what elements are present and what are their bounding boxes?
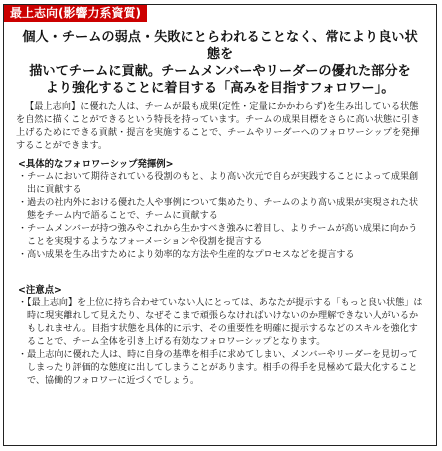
list-item: ・過去の社内外における優れた人や事例について集めたり、チームのより高い成果が実現された状態をチーム内で語ることで、チームに貢献する [18, 198, 418, 221]
intro-paragraph: 【最上志向】に優れた人は、チームが最も成果(定性・定量にかかわらず)を生み出している状態を自然に描くことができるという特長を持っています。チームの成果目標をさらに高い状態に引き上げるためにできる貢献・提言を実施することで、チームやリーダーへのフォロワーシップを発揮することができます。 [16, 102, 420, 151]
strength-card [3, 4, 437, 446]
category-label: 最上志向(影響力系資質) [4, 5, 147, 22]
list-item: ・チームにおいて期待されている役割のもと、より高い次元で自らが実践することによって成果創出に貢献する [18, 172, 419, 195]
examples-heading: <具体的なフォロワーシップ発揮例> [18, 159, 174, 170]
list-item: ・チームメンバーが持つ強みやこれから生かすべき強みに着目し、よりチームが高い成果に向かうことを実現するようなフォーメーションや役割を提言する [18, 224, 418, 247]
list-item: ・高い成果を生み出すためにより効率的な方法や生産的なプロセスなどを提言する [18, 250, 355, 260]
caution-list [18, 297, 424, 388]
headline: 個人・チームの弱点・失敗にとらわれることなく、常により良い状態を 描いてチームに貢献。チームメンバーやリーダーの優れた部分を より強化することに着目する「高みを目指すフォロワー」。 [22, 30, 418, 96]
examples-list [18, 171, 424, 262]
caution-heading: <注意点> [18, 285, 62, 296]
list-item: ・【最上志向】を上位に持ち合わせていない人にとっては、あなたが提示する「もっと良い状態」は時に現実離れして見えたり、なぜそこまで頑張らなければいけないのか理解できない人がいるかもしれません。目指す状態を具体的に示す、その重要性を明確に提示するなどのスキルを強化することで、チーム全体を引き上げる有効なフォロワーシップとなります。 [18, 298, 423, 347]
list-item: ・最上志向に優れた人は、時に自身の基準を相手に求めてしまい、メンバーやリーダーを見切ってしまったり評価的な態度に出してしまうことがあります。相手の得手を見極めて最大化することで、協働的フォロワーに近づくでしょう。 [18, 350, 418, 386]
